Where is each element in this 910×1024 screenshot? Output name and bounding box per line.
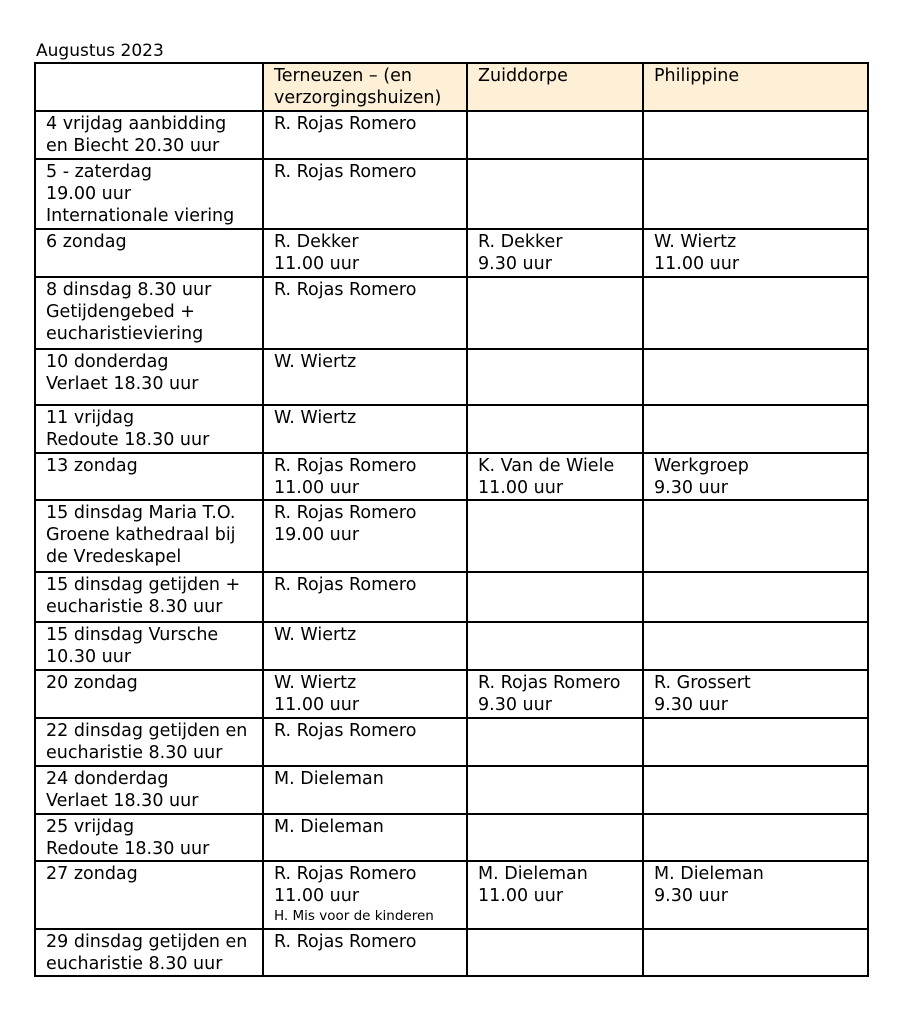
table-row <box>35 349 868 405</box>
schedule-table <box>34 62 869 977</box>
philippine-cell <box>643 622 868 670</box>
table-row <box>35 500 868 572</box>
zuiddorpe-cell: R. Dekker 9.30 uur <box>467 229 643 277</box>
table-row <box>35 572 868 622</box>
table-row <box>35 718 868 766</box>
zuiddorpe-cell <box>467 718 643 766</box>
day-cell: 15 dinsdag Maria T.O. Groene kathedraal bij de Vredeskapel <box>35 500 263 572</box>
table-row <box>35 277 868 349</box>
terneuzen-cell: R. Dekker 11.00 uur <box>263 229 467 277</box>
zuiddorpe-cell: M. Dieleman 11.00 uur <box>467 861 643 929</box>
header-blank <box>35 63 263 111</box>
terneuzen-cell: W. Wiertz <box>263 405 467 453</box>
terneuzen-cell: R. Rojas Romero <box>263 159 467 229</box>
terneuzen-cell: R. Rojas Romero <box>263 111 467 159</box>
table-row <box>35 453 868 500</box>
philippine-cell <box>643 500 868 572</box>
zuiddorpe-cell <box>467 405 643 453</box>
terneuzen-cell: M. Dieleman <box>263 766 467 814</box>
day-cell: 13 zondag <box>35 453 263 500</box>
day-cell: 25 vrijdag Redoute 18.30 uur <box>35 814 263 861</box>
zuiddorpe-cell <box>467 814 643 861</box>
table-row <box>35 814 868 861</box>
table-row <box>35 159 868 229</box>
zuiddorpe-cell <box>467 572 643 622</box>
day-cell: 8 dinsdag 8.30 uur Getijdengebed + eucharistieviering <box>35 277 263 349</box>
header-row <box>35 63 868 111</box>
zuiddorpe-cell <box>467 929 643 976</box>
table-row <box>35 229 868 277</box>
philippine-cell <box>643 405 868 453</box>
day-cell: 22 dinsdag getijden en eucharistie 8.30 uur <box>35 718 263 766</box>
terneuzen-cell: R. Rojas Romero 19.00 uur <box>263 500 467 572</box>
day-cell: 10 donderdag Verlaet 18.30 uur <box>35 349 263 405</box>
philippine-cell <box>643 111 868 159</box>
zuiddorpe-cell <box>467 500 643 572</box>
page-title: Augustus 2023 <box>36 41 164 61</box>
philippine-cell: M. Dieleman 9.30 uur <box>643 861 868 929</box>
day-cell: 15 dinsdag getijden + eucharistie 8.30 uur <box>35 572 263 622</box>
terneuzen-text: R. Rojas Romero 11.00 uur <box>274 864 417 906</box>
philippine-cell <box>643 277 868 349</box>
day-cell: 15 dinsdag Vursche 10.30 uur <box>35 622 263 670</box>
header-terneuzen: Terneuzen – (en verzorgingshuizen) <box>263 63 467 111</box>
table-row <box>35 622 868 670</box>
philippine-cell <box>643 159 868 229</box>
philippine-cell <box>643 572 868 622</box>
philippine-cell: W. Wiertz 11.00 uur <box>643 229 868 277</box>
day-cell: 29 dinsdag getijden en eucharistie 8.30 uur <box>35 929 263 976</box>
terneuzen-cell: R. Rojas Romero <box>263 277 467 349</box>
zuiddorpe-cell <box>467 349 643 405</box>
table-row <box>35 766 868 814</box>
header-zuiddorpe: Zuiddorpe <box>467 63 643 111</box>
philippine-cell <box>643 349 868 405</box>
table-row <box>35 111 868 159</box>
terneuzen-cell: R. Rojas Romero <box>263 929 467 976</box>
terneuzen-cell: R. Rojas Romero 11.00 uur <box>263 453 467 500</box>
philippine-cell <box>643 718 868 766</box>
day-cell: 5 - zaterdag 19.00 uur Internationale viering <box>35 159 263 229</box>
table-row <box>35 405 868 453</box>
philippine-cell: R. Grossert 9.30 uur <box>643 670 868 718</box>
zuiddorpe-cell: K. Van de Wiele 11.00 uur <box>467 453 643 500</box>
philippine-cell <box>643 766 868 814</box>
zuiddorpe-cell <box>467 622 643 670</box>
philippine-cell: Werkgroep 9.30 uur <box>643 453 868 500</box>
terneuzen-cell: R. Rojas Romero <box>263 718 467 766</box>
table-row <box>35 929 868 976</box>
terneuzen-cell: M. Dieleman <box>263 814 467 861</box>
terneuzen-cell <box>263 861 467 929</box>
table-row <box>35 670 868 718</box>
zuiddorpe-cell <box>467 766 643 814</box>
day-cell: 11 vrijdag Redoute 18.30 uur <box>35 405 263 453</box>
zuiddorpe-cell: R. Rojas Romero 9.30 uur <box>467 670 643 718</box>
note-text: H. Mis voor de kinderen <box>274 908 434 924</box>
day-cell: 6 zondag <box>35 229 263 277</box>
philippine-cell <box>643 929 868 976</box>
terneuzen-cell: R. Rojas Romero <box>263 572 467 622</box>
day-cell: 24 donderdag Verlaet 18.30 uur <box>35 766 263 814</box>
day-cell: 27 zondag <box>35 861 263 929</box>
header-philippine: Philippine <box>643 63 868 111</box>
day-cell: 20 zondag <box>35 670 263 718</box>
zuiddorpe-cell <box>467 111 643 159</box>
terneuzen-cell: W. Wiertz 11.00 uur <box>263 670 467 718</box>
philippine-cell <box>643 814 868 861</box>
zuiddorpe-cell <box>467 277 643 349</box>
zuiddorpe-cell <box>467 159 643 229</box>
day-cell: 4 vrijdag aanbidding en Biecht 20.30 uur <box>35 111 263 159</box>
terneuzen-cell: W. Wiertz <box>263 349 467 405</box>
terneuzen-cell: W. Wiertz <box>263 622 467 670</box>
table-row <box>35 861 868 929</box>
